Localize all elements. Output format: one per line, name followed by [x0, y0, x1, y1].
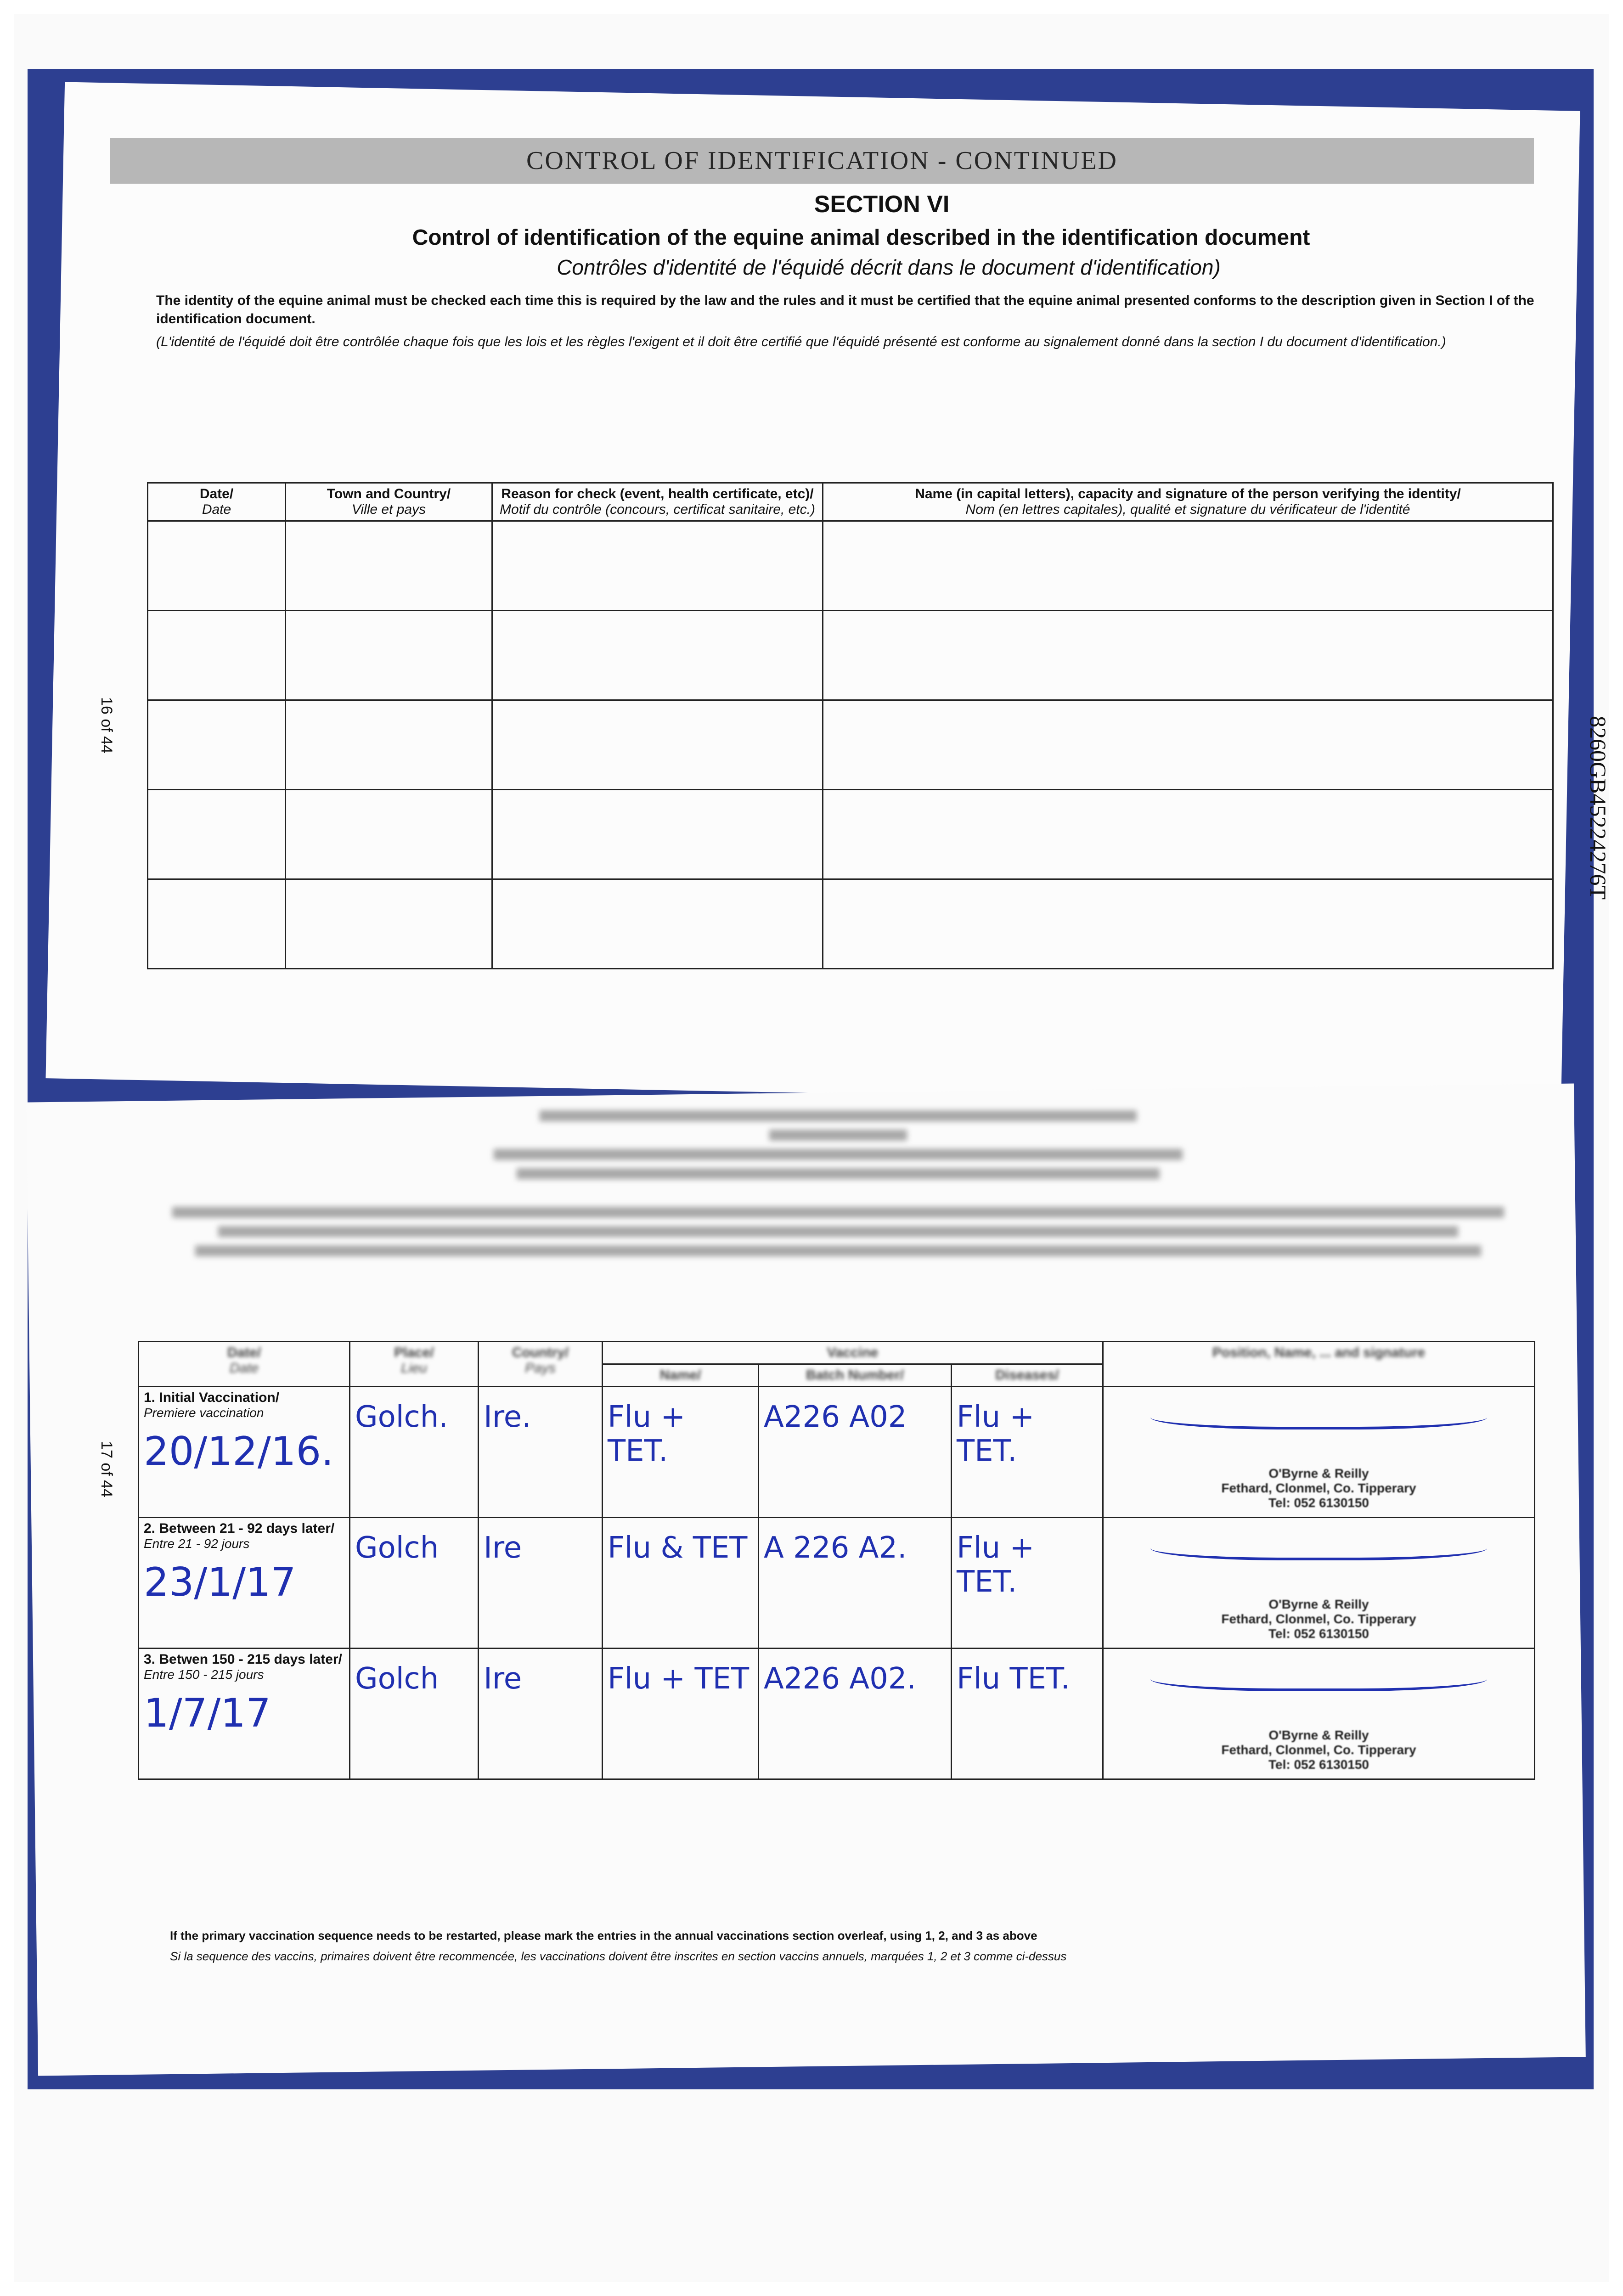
handwritten-country: Ire. — [484, 1400, 531, 1434]
identification-table — [147, 482, 1554, 969]
table-row — [139, 1518, 1535, 1649]
handwritten-batch: A226 A02 — [764, 1400, 907, 1434]
col-vet: Position, Name, ... and signature — [1103, 1342, 1535, 1387]
intro-english: The identity of the equine animal must be checked each time this is required by the law and the rules and it must be certified that the equine animal presented conforms to the description given in Section I of the identification document. — [156, 293, 1534, 326]
vet-signature — [1150, 1399, 1488, 1429]
handwritten-vaccine-name: Flu + TET — [608, 1662, 750, 1696]
restart-note-english: If the primary vaccination sequence needs to be restarted, please mark the entries in the annual vaccinations section overleaf, using 1, 2, and 3 as above — [170, 1929, 1037, 1942]
table-row — [148, 879, 1553, 969]
col-verifier: Name (in capital letters), capacity and signature of the person verifying the identity/ Nom (en lettres capitales), qualité et signature du vérificateur de l'identité — [823, 483, 1553, 521]
handwritten-date: 20/12/16. — [144, 1429, 334, 1474]
table-row — [139, 1649, 1535, 1779]
handwritten-place: Golch — [355, 1662, 439, 1696]
handwritten-date: 23/1/17 — [144, 1559, 296, 1605]
handwritten-disease: Flu + TET. — [957, 1400, 1035, 1468]
handwritten-vaccine-name: Flu + TET. — [608, 1400, 686, 1468]
handwritten-disease: Flu TET. — [957, 1662, 1070, 1696]
table-row — [148, 521, 1553, 611]
col-town: Town and Country/ Ville et pays — [286, 483, 492, 521]
handwritten-country: Ire — [484, 1662, 522, 1696]
col-diseases: Diseases/ — [952, 1364, 1103, 1387]
row-label-fr: Premiere vaccination — [144, 1406, 264, 1420]
title-english: Control of identification of the equine animal described in the identification document — [412, 225, 1310, 250]
col-place: Place/ Lieu — [350, 1342, 479, 1387]
table-header-row — [148, 483, 1553, 521]
table-row — [139, 1387, 1535, 1518]
vet-signature — [1150, 1530, 1488, 1560]
vet-stamp: O'Byrne & Reilly Fethard, Clonmel, Co. Tipperary Tel: 052 6130150 — [1221, 1728, 1416, 1772]
vet-stamp: O'Byrne & Reilly Fethard, Clonmel, Co. Tipperary Tel: 052 6130150 — [1221, 1597, 1416, 1641]
row-label-fr: Entre 21 - 92 jours — [144, 1536, 250, 1551]
table-row — [148, 790, 1553, 879]
table-row — [148, 700, 1553, 790]
row-label: 3. Betwen 150 - 215 days later/ — [144, 1652, 342, 1667]
vaccination-table — [138, 1341, 1535, 1780]
passport-id-number: 8260GB45224276T — [1585, 716, 1611, 900]
col-vaccine: Vaccine — [603, 1342, 1103, 1364]
page-number-17: 17 of 44 — [97, 1441, 115, 1497]
handwritten-batch: A226 A02. — [764, 1662, 916, 1696]
title-french: Contrôles d'identité de l'équidé décrit dans le document d'identification) — [557, 255, 1221, 279]
handwritten-date: 1/7/17 — [144, 1690, 271, 1736]
col-date: Date/ Date — [139, 1342, 350, 1387]
col-batch: Batch Number/ — [759, 1364, 952, 1387]
col-country: Country/ Pays — [479, 1342, 603, 1387]
handwritten-country: Ire — [484, 1531, 522, 1565]
row-label: 1. Initial Vaccination/ — [144, 1390, 280, 1405]
vet-stamp: O'Byrne & Reilly Fethard, Clonmel, Co. Tipperary Tel: 052 6130150 — [1221, 1466, 1416, 1510]
intro-french: (L'identité de l'équidé doit être contrôlée chaque fois que les lois et les règles l'exigent et il doit être certifié que l'équidé présenté est conforme au signalement donné dans la section I du document d'identification.) — [156, 334, 1446, 349]
table-header-row — [139, 1342, 1535, 1364]
handwritten-place: Golch — [355, 1531, 439, 1565]
section-title: SECTION VI — [814, 191, 950, 218]
vet-signature — [1150, 1661, 1488, 1691]
col-vaccine-name: Name/ — [603, 1364, 759, 1387]
table-row — [148, 611, 1553, 700]
section-banner: CONTROL OF IDENTIFICATION - CONTINUED — [110, 138, 1534, 184]
col-date: Date/ Date — [148, 483, 286, 521]
handwritten-batch: A 226 A2. — [764, 1531, 907, 1565]
row-label: 2. Between 21 - 92 days later/ — [144, 1521, 335, 1536]
restart-note-french: Si la sequence des vaccins, primaires doivent être recommencée, les vaccinations doivent être inscrites en section vaccins annuels, marquées 1, 2 et 3 comme ci-dessus — [170, 1949, 1067, 1963]
handwritten-vaccine-name: Flu & TET — [608, 1531, 748, 1565]
blurred-section-heading — [138, 1102, 1538, 1378]
handwritten-place: Golch. — [355, 1400, 448, 1434]
handwritten-disease: Flu + TET. — [957, 1531, 1035, 1599]
row-label-fr: Entre 150 - 215 jours — [144, 1667, 264, 1682]
page-number-16: 16 of 44 — [97, 697, 115, 754]
col-reason: Reason for check (event, health certificate, etc)/ Motif du contrôle (concours, certificat sanitaire, etc.) — [492, 483, 823, 521]
